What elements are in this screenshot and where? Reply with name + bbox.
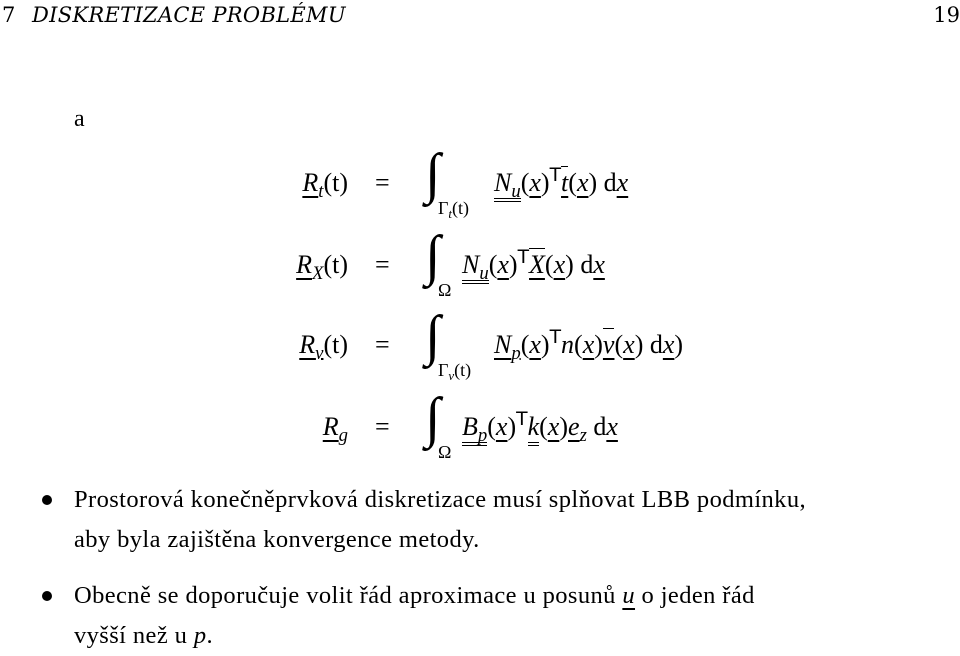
bullet-line: vyšší než u p.	[74, 622, 213, 649]
equation-rhs: $N_p(x)^Tn(x)v(x)$ dx)	[494, 326, 684, 364]
equation-body-force-residual	[0, 225, 960, 310]
equation-traction-residual	[0, 143, 960, 228]
bullet-dot	[42, 591, 52, 601]
equation-lhs: $R_X(t)$	[296, 250, 348, 284]
equation-lhs: $R_g$	[322, 412, 348, 446]
equation-gravity-residual	[0, 387, 960, 472]
equation-rhs: $B_p(x)^Tk(x)e_z$ dx	[462, 408, 618, 446]
bullet-dot	[42, 495, 52, 505]
equation-velocity-residual	[0, 305, 960, 390]
integral-limit: Ω	[438, 442, 452, 462]
equals-sign: =	[375, 412, 390, 441]
equation-lhs: $R_t(t)$	[302, 168, 348, 202]
integral-sign: ∫	[425, 143, 441, 205]
integral-limit: $\Gamma_t(t)$	[438, 198, 470, 222]
intro-word: a	[74, 106, 85, 132]
bullet-text-approximation-order	[74, 576, 954, 656]
bullet-line: aby byla zajištěna konvergence metody.	[74, 526, 480, 553]
equation-rhs: $N_u(x)^Tt(x)$ dx	[494, 164, 629, 202]
chapter-number: 7	[2, 3, 16, 27]
bullet-text-lbb	[74, 480, 954, 560]
integral-sign: ∫	[425, 305, 441, 367]
integral-sign: ∫	[425, 225, 441, 287]
bullet-line: Prostorová konečněprvková diskretizace musí splňovat LBB podmínku,	[74, 486, 807, 513]
equals-sign: =	[375, 250, 390, 279]
integral-limit: $\Gamma_v(t)$	[438, 360, 472, 384]
equation-rhs: $N_u(x)^TX(x)$ dx	[462, 246, 605, 284]
page-number: 19	[933, 3, 960, 27]
integral-sign: ∫	[425, 387, 441, 449]
equals-sign: =	[375, 168, 390, 197]
chapter-title: DISKRETIZACE PROBLÉMU	[32, 3, 346, 27]
equation-lhs: $R_v(t)$	[299, 330, 348, 364]
page-header	[0, 0, 960, 30]
equals-sign: =	[375, 330, 390, 359]
integral-limit: Ω	[438, 280, 452, 300]
bullet-line: Obecně se doporučuje volit řád aproximace u posunů u o jeden řád	[74, 582, 755, 609]
